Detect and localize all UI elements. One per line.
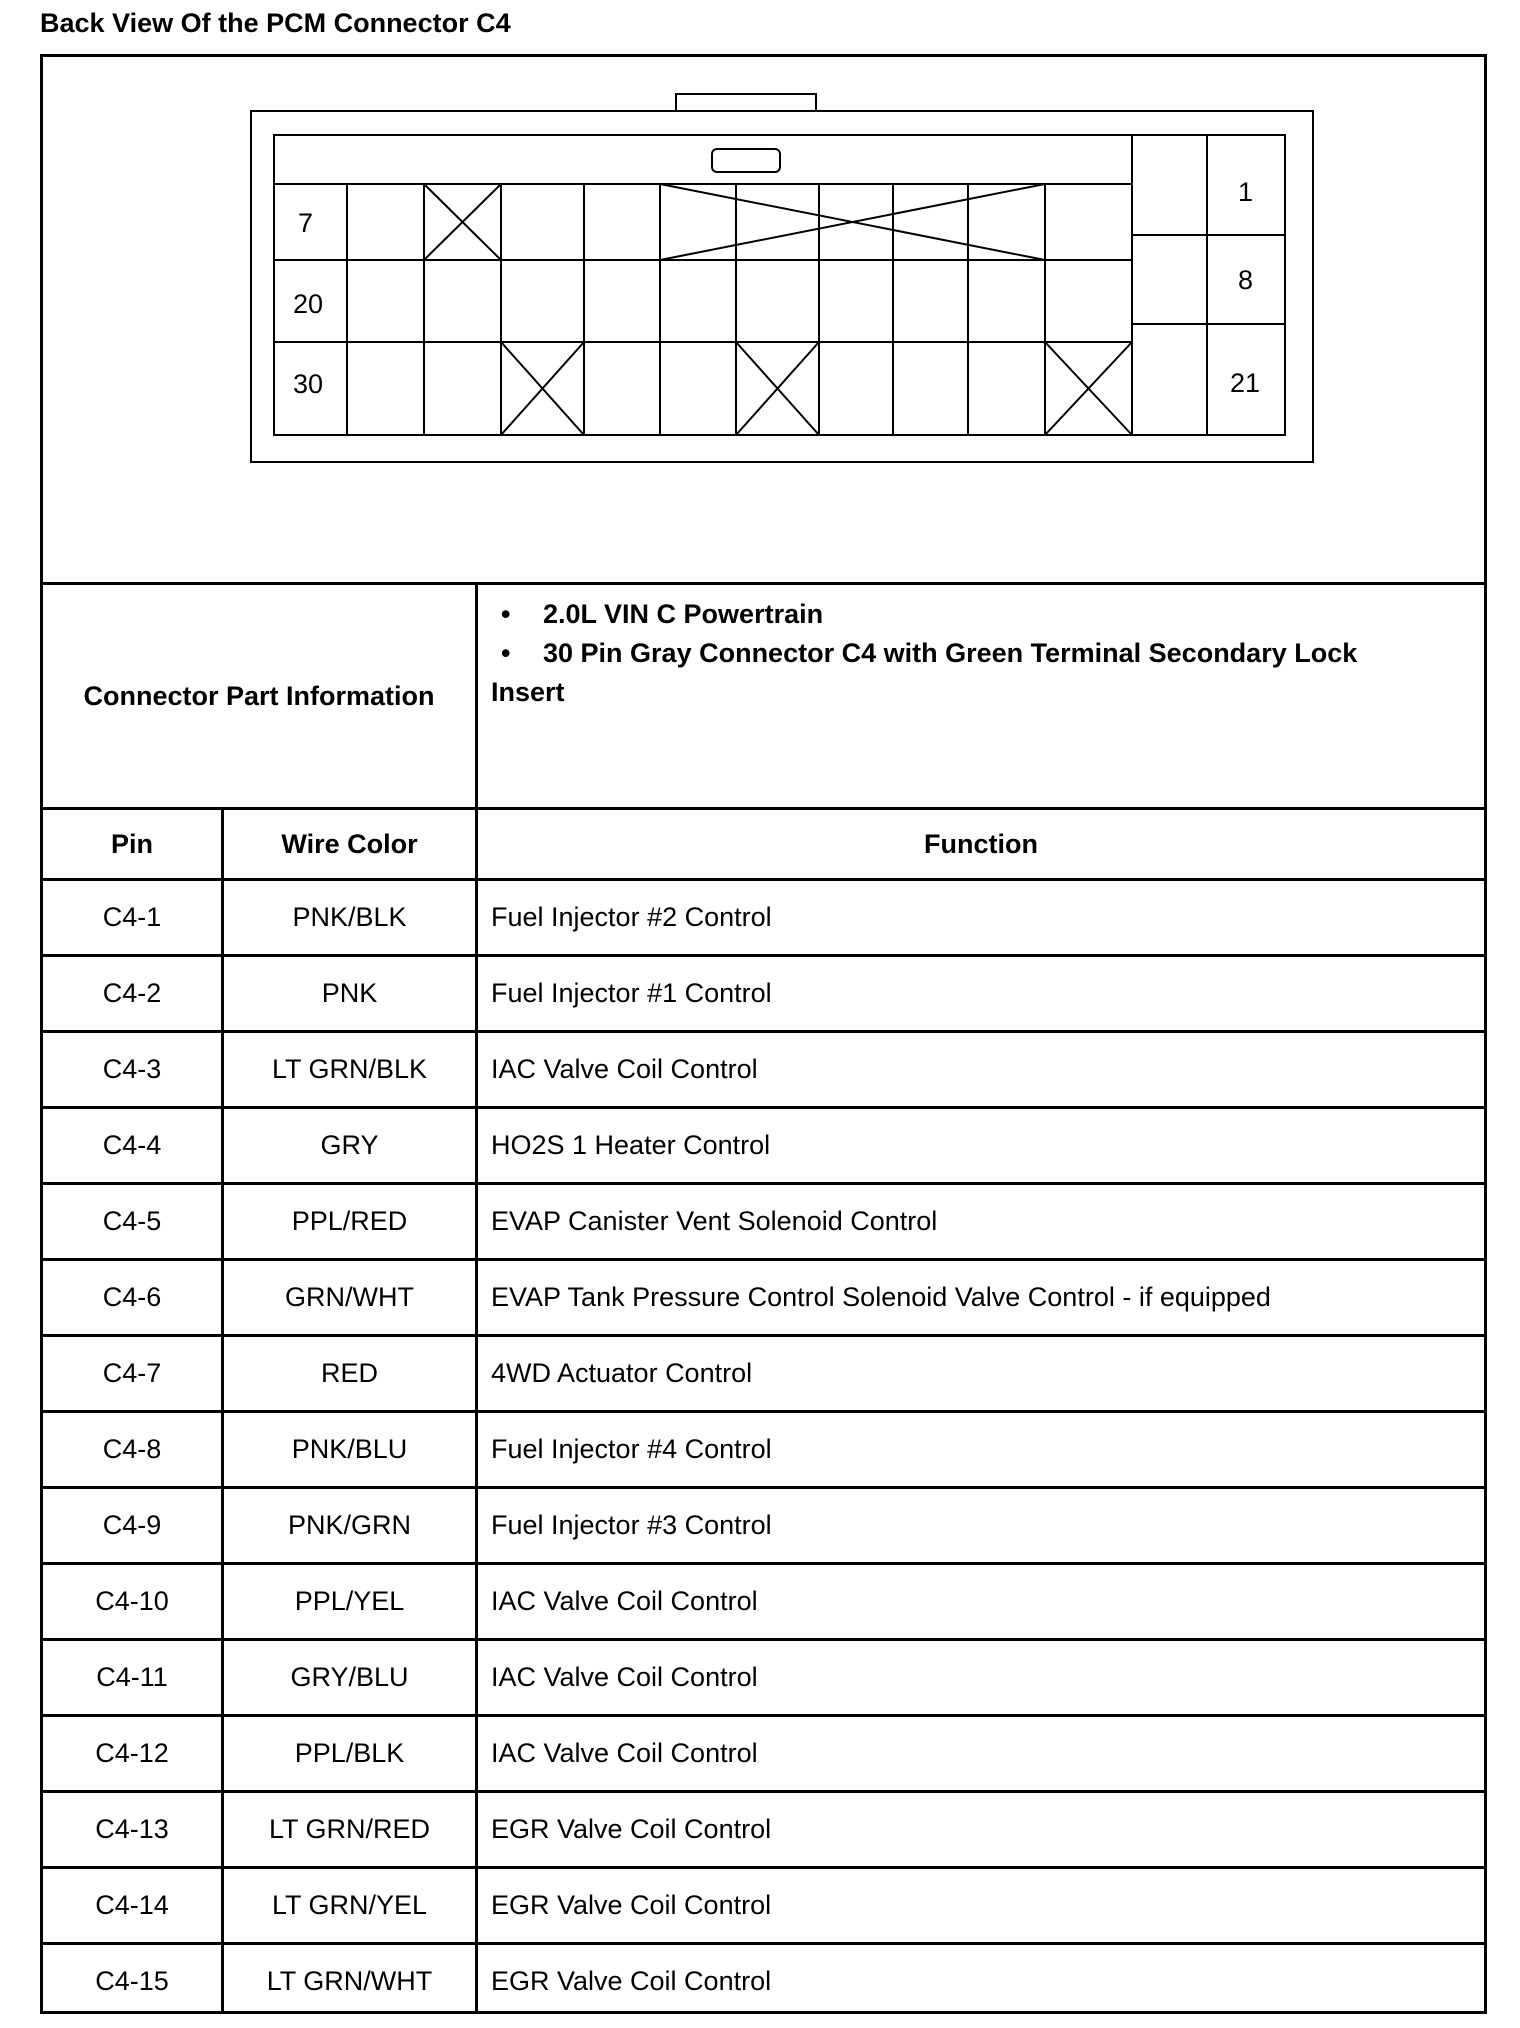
function-cell: EGR Valve Coil Control xyxy=(491,1890,772,1920)
wire-color-cell: PPL/BLK xyxy=(294,1738,405,1768)
pin-cell: C4-15 xyxy=(95,1966,169,1996)
function-cell: IAC Valve Coil Control xyxy=(491,1054,758,1084)
header-pin: Pin xyxy=(110,828,153,859)
pin-cell: C4-5 xyxy=(102,1206,162,1236)
pin-grid-main xyxy=(274,135,1132,435)
wire-color-cell: GRN/WHT xyxy=(285,1282,414,1312)
table-row xyxy=(43,1261,1484,1334)
function-cell: 4WD Actuator Control xyxy=(491,1358,753,1388)
pin-label-20: 20 xyxy=(293,289,324,319)
pin-cell: C4-11 xyxy=(96,1662,168,1692)
pin-label-21: 21 xyxy=(1230,368,1261,398)
function-cell: IAC Valve Coil Control xyxy=(491,1662,758,1692)
wire-color-cell: LT GRN/BLK xyxy=(271,1054,428,1084)
pin-label-1: 1 xyxy=(1238,177,1254,207)
function-cell: IAC Valve Coil Control xyxy=(491,1586,758,1616)
pin-cell: C4-8 xyxy=(102,1434,162,1464)
bullet-marker: • xyxy=(501,599,511,629)
connector-diagram xyxy=(43,57,1484,582)
table-row xyxy=(43,1565,1484,1638)
bullet-text: 30 Pin Gray Connector C4 with Green Terminal Secondary Lock xyxy=(543,638,1358,668)
pin-label-30: 30 xyxy=(293,369,324,399)
function-cell: IAC Valve Coil Control xyxy=(491,1738,758,1768)
table-row xyxy=(43,957,1484,1030)
wire-color-cell: RED xyxy=(320,1358,378,1388)
function-cell: Fuel Injector #1 Control xyxy=(491,978,772,1008)
function-cell: EVAP Tank Pressure Control Solenoid Valve Control - if equipped xyxy=(491,1282,1271,1312)
wire-color-cell: LT GRN/YEL xyxy=(271,1890,428,1920)
pin-cell: C4-12 xyxy=(95,1738,169,1768)
wire-color-cell: PNK xyxy=(321,978,378,1008)
page-title: Back View Of the PCM Connector C4 xyxy=(40,8,511,38)
function-cell: Fuel Injector #2 Control xyxy=(491,902,772,932)
table-row xyxy=(43,1945,1484,2018)
table-row xyxy=(43,1337,1484,1410)
pin-cell: C4-4 xyxy=(102,1130,162,1160)
table-row xyxy=(43,881,1484,954)
pin-cell: C4-3 xyxy=(102,1054,162,1084)
table-row xyxy=(43,1185,1484,1258)
connector-latch-tab xyxy=(676,94,816,111)
function-cell: Fuel Injector #3 Control xyxy=(491,1510,772,1540)
wire-color-cell: PPL/RED xyxy=(291,1206,408,1236)
table-row xyxy=(43,1641,1484,1714)
pin-cell: C4-13 xyxy=(95,1814,169,1844)
unused-cavity-marks xyxy=(424,184,1132,435)
wire-color-cell: GRY xyxy=(320,1130,379,1160)
connector-housing xyxy=(251,111,1313,462)
table-row xyxy=(43,1717,1484,1790)
pin-cell: C4-14 xyxy=(95,1890,169,1920)
bullet-text: 2.0L VIN C Powertrain xyxy=(543,599,824,629)
table-row xyxy=(43,1413,1484,1486)
function-cell: EVAP Canister Vent Solenoid Control xyxy=(491,1206,938,1236)
wire-color-cell: PNK/BLU xyxy=(291,1434,408,1464)
part-info-bullet xyxy=(491,595,1451,634)
pin-cell: C4-1 xyxy=(102,902,162,932)
wire-color-cell: LT GRN/WHT xyxy=(266,1966,433,1996)
part-info-content xyxy=(491,595,1451,712)
part-info-label: Connector Part Information xyxy=(83,680,435,711)
connector-drawing xyxy=(43,57,1484,582)
pin-cell: C4-10 xyxy=(95,1586,169,1616)
table-row xyxy=(43,1489,1484,1562)
wire-color-cell: PNK/GRN xyxy=(287,1510,412,1540)
pin-cell: C4-9 xyxy=(102,1510,162,1540)
header-wire-color: Wire Color xyxy=(281,828,418,859)
table-row xyxy=(43,1869,1484,1942)
function-cell: EGR Valve Coil Control xyxy=(491,1966,772,1996)
wire-color-cell: LT GRN/RED xyxy=(268,1814,431,1844)
pin-grid-side xyxy=(1132,135,1285,435)
function-cell: Fuel Injector #4 Control xyxy=(491,1434,772,1464)
function-cell: HO2S 1 Heater Control xyxy=(491,1130,771,1160)
part-info-continuation: Insert xyxy=(491,677,565,707)
wire-color-cell: PPL/YEL xyxy=(294,1586,405,1616)
pin-cell: C4-7 xyxy=(102,1358,162,1388)
part-info-bullet xyxy=(491,634,1451,673)
table-row xyxy=(43,1109,1484,1182)
connector-document-frame xyxy=(40,54,1487,2014)
bullet-marker: • xyxy=(501,638,511,668)
wire-color-cell: PNK/BLK xyxy=(292,902,407,932)
pin-label-8: 8 xyxy=(1238,265,1254,295)
header-function: Function xyxy=(924,828,1038,859)
pin-cell: C4-6 xyxy=(102,1282,162,1312)
pin-label-7: 7 xyxy=(298,208,314,238)
function-cell: EGR Valve Coil Control xyxy=(491,1814,772,1844)
lock-tab xyxy=(712,149,780,172)
table-row xyxy=(43,1033,1484,1106)
wire-color-cell: GRY/BLU xyxy=(290,1662,409,1692)
pin-cell: C4-2 xyxy=(102,978,162,1008)
table-row xyxy=(43,1793,1484,1866)
